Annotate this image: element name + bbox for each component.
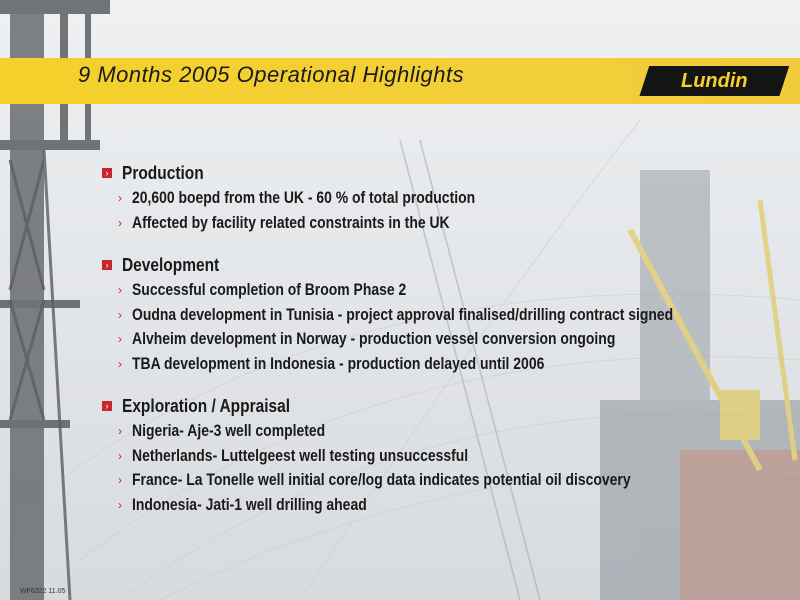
- bullet-text: 20,600 boepd from the UK - 60 % of total production: [132, 188, 476, 208]
- bullet-text: Affected by facility related constraints in the UK: [132, 212, 450, 232]
- section-development: [102, 254, 792, 376]
- bullet-text: Netherlands- Luttelgeest well testing unsuccessful: [132, 445, 469, 465]
- square-arrow-bullet-icon: ›: [102, 260, 112, 270]
- bullet-text: France- La Tonelle well initial core/log data indicates potential oil discovery: [132, 470, 631, 490]
- square-arrow-bullet-icon: ›: [102, 168, 112, 178]
- bullet-item: [118, 352, 792, 377]
- bullet-item: [118, 278, 792, 303]
- highlights-content: [102, 162, 792, 536]
- bullet-item: [118, 444, 792, 469]
- section-heading-row: [102, 254, 792, 276]
- bullet-item: [118, 493, 792, 518]
- slide-title: 9 Months 2005 Operational Highlights: [78, 62, 465, 87]
- section-exploration-appraisal: [102, 395, 792, 517]
- bullet-text: Indonesia- Jati-1 well drilling ahead: [132, 494, 367, 514]
- arrow-bullet-icon: ›: [118, 448, 122, 463]
- arrow-bullet-icon: ›: [118, 473, 122, 488]
- bullet-item: [118, 468, 792, 493]
- arrow-bullet-icon: ›: [118, 332, 122, 347]
- bullet-item: [118, 303, 792, 328]
- arrow-bullet-icon: ›: [118, 283, 122, 298]
- section-heading: Production: [122, 162, 204, 183]
- square-arrow-bullet-icon: ›: [102, 401, 112, 411]
- section-heading-row: [102, 162, 792, 184]
- section-heading: Exploration / Appraisal: [122, 395, 291, 416]
- bullet-item: [118, 327, 792, 352]
- bullet-item: [118, 211, 792, 236]
- bullet-text: TBA development in Indonesia - production delayed until 2006: [132, 353, 545, 373]
- bullet-text: Oudna development in Tunisia - project approval finalised/drilling contract signed: [132, 304, 674, 324]
- logo-text: Lundin: [680, 70, 748, 92]
- arrow-bullet-icon: ›: [118, 356, 122, 371]
- arrow-bullet-icon: ›: [118, 424, 122, 439]
- bullet-list: [118, 278, 792, 376]
- bullet-text: Successful completion of Broom Phase 2: [132, 280, 407, 300]
- bullet-item: [118, 419, 792, 444]
- bullet-list: [118, 186, 792, 235]
- arrow-bullet-icon: ›: [118, 307, 122, 322]
- footer-reference-code: WF6322 11.05: [20, 588, 66, 595]
- bullet-text: Alvheim development in Norway - production vessel conversion ongoing: [132, 329, 616, 349]
- lundin-logo: [639, 66, 789, 98]
- section-heading-row: [102, 395, 792, 417]
- section-production: [102, 162, 792, 235]
- bullet-text: Nigeria- Aje-3 well completed: [132, 421, 326, 441]
- arrow-bullet-icon: ›: [118, 497, 122, 512]
- arrow-bullet-icon: ›: [118, 191, 122, 206]
- section-heading: Development: [122, 254, 220, 275]
- bullet-list: [118, 419, 792, 517]
- arrow-bullet-icon: ›: [118, 215, 122, 230]
- bullet-item: [118, 186, 792, 211]
